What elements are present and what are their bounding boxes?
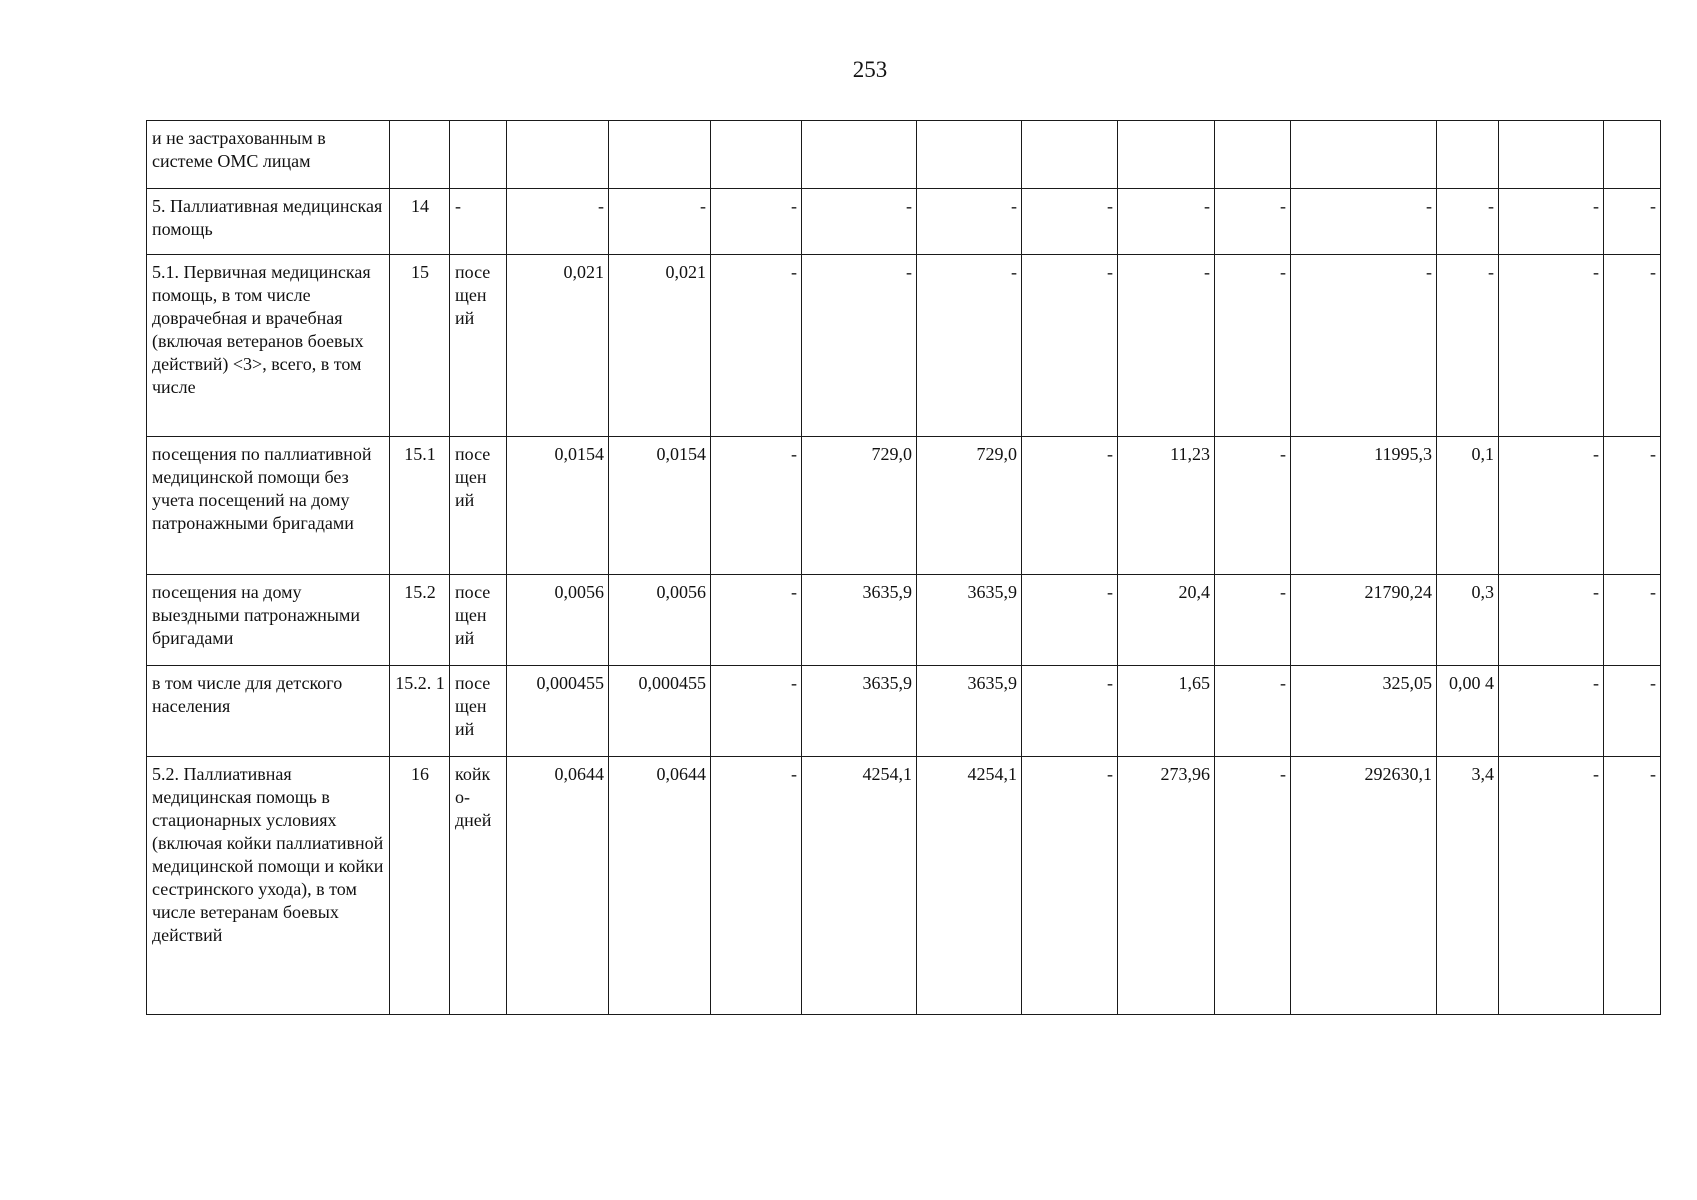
- value-cell: -: [1604, 189, 1661, 255]
- value-cell: 0,021: [609, 255, 711, 437]
- row-unit-cell: посе щен ий: [450, 437, 507, 575]
- value-cell: -: [1022, 189, 1118, 255]
- value-cell: 0,3: [1437, 575, 1499, 666]
- row-code-cell: 16: [390, 757, 450, 1015]
- table-row: [147, 757, 1661, 1015]
- value-cell: [1118, 121, 1215, 189]
- value-cell: -: [711, 666, 802, 757]
- table-body: [147, 121, 1661, 1015]
- value-cell: -: [1499, 757, 1604, 1015]
- value-cell: -: [1022, 757, 1118, 1015]
- value-cell: -: [711, 575, 802, 666]
- table-row: [147, 575, 1661, 666]
- row-name-cell: посещения по паллиативной медицинской помощи без учета посещений на дому патронажными бригадами: [147, 437, 390, 575]
- value-cell: -: [1118, 255, 1215, 437]
- row-unit-cell: посе щен ий: [450, 666, 507, 757]
- value-cell: -: [1499, 255, 1604, 437]
- row-code-cell: 15.1: [390, 437, 450, 575]
- table-row: [147, 255, 1661, 437]
- value-cell: -: [711, 757, 802, 1015]
- value-cell: -: [917, 189, 1022, 255]
- value-cell: -: [1604, 757, 1661, 1015]
- value-cell: -: [1022, 255, 1118, 437]
- value-cell: -: [609, 189, 711, 255]
- value-cell: 21790,24: [1291, 575, 1437, 666]
- value-cell: 1,65: [1118, 666, 1215, 757]
- value-cell: -: [1499, 666, 1604, 757]
- value-cell: [1022, 121, 1118, 189]
- value-cell: 4254,1: [802, 757, 917, 1015]
- value-cell: 729,0: [802, 437, 917, 575]
- value-cell: -: [1215, 666, 1291, 757]
- value-cell: [802, 121, 917, 189]
- value-cell: 20,4: [1118, 575, 1215, 666]
- value-cell: -: [1604, 255, 1661, 437]
- value-cell: 3635,9: [917, 666, 1022, 757]
- value-cell: [1215, 121, 1291, 189]
- value-cell: 3635,9: [917, 575, 1022, 666]
- value-cell: 0,0644: [609, 757, 711, 1015]
- row-name-cell: в том числе для детского населения: [147, 666, 390, 757]
- value-cell: -: [1604, 666, 1661, 757]
- value-cell: -: [711, 189, 802, 255]
- row-unit-cell: посе щен ий: [450, 575, 507, 666]
- row-name-cell: 5. Паллиативная медицинская помощь: [147, 189, 390, 255]
- value-cell: 0,0056: [609, 575, 711, 666]
- value-cell: -: [1215, 437, 1291, 575]
- table-row: [147, 189, 1661, 255]
- value-cell: 11995,3: [1291, 437, 1437, 575]
- value-cell: -: [1215, 189, 1291, 255]
- value-cell: 0,021: [507, 255, 609, 437]
- value-cell: [507, 121, 609, 189]
- value-cell: -: [1215, 255, 1291, 437]
- value-cell: 11,23: [1118, 437, 1215, 575]
- value-cell: -: [1215, 575, 1291, 666]
- value-cell: -: [1215, 757, 1291, 1015]
- value-cell: -: [1291, 189, 1437, 255]
- value-cell: 0,0154: [609, 437, 711, 575]
- row-unit-cell: [450, 121, 507, 189]
- value-cell: -: [802, 189, 917, 255]
- table-row: [147, 437, 1661, 575]
- value-cell: 292630,1: [1291, 757, 1437, 1015]
- value-cell: -: [1604, 575, 1661, 666]
- value-cell: 0,0644: [507, 757, 609, 1015]
- value-cell: -: [1022, 575, 1118, 666]
- value-cell: 325,05: [1291, 666, 1437, 757]
- value-cell: 4254,1: [917, 757, 1022, 1015]
- row-unit-cell: -: [450, 189, 507, 255]
- value-cell: 0,1: [1437, 437, 1499, 575]
- table-row: [147, 121, 1661, 189]
- value-cell: -: [1118, 189, 1215, 255]
- row-code-cell: 14: [390, 189, 450, 255]
- value-cell: 0,00 4: [1437, 666, 1499, 757]
- value-cell: 0,000455: [507, 666, 609, 757]
- value-cell: -: [711, 255, 802, 437]
- value-cell: 0,0154: [507, 437, 609, 575]
- value-cell: 3,4: [1437, 757, 1499, 1015]
- value-cell: -: [1291, 255, 1437, 437]
- value-cell: -: [1604, 437, 1661, 575]
- value-cell: -: [1499, 437, 1604, 575]
- value-cell: [609, 121, 711, 189]
- row-unit-cell: посе щен ий: [450, 255, 507, 437]
- value-cell: 3635,9: [802, 575, 917, 666]
- value-cell: -: [711, 437, 802, 575]
- value-cell: -: [802, 255, 917, 437]
- value-cell: 0,000455: [609, 666, 711, 757]
- row-name-cell: и не застрахованным в системе ОМС лицам: [147, 121, 390, 189]
- value-cell: -: [1022, 666, 1118, 757]
- value-cell: 729,0: [917, 437, 1022, 575]
- page-number: 253: [852, 57, 888, 82]
- value-cell: -: [1437, 255, 1499, 437]
- value-cell: -: [1499, 189, 1604, 255]
- table-row: [147, 666, 1661, 757]
- row-name-cell: 5.2. Паллиативная медицинская помощь в стационарных условиях (включая койки паллиативной медицинской помощи и койки сестринского ухода), в том числе ветеранам боевых действий: [147, 757, 390, 1015]
- value-cell: -: [917, 255, 1022, 437]
- value-cell: [1437, 121, 1499, 189]
- row-code-cell: 15.2: [390, 575, 450, 666]
- value-cell: [1604, 121, 1661, 189]
- value-cell: -: [507, 189, 609, 255]
- value-cell: -: [1437, 189, 1499, 255]
- row-code-cell: [390, 121, 450, 189]
- row-code-cell: 15.2. 1: [390, 666, 450, 757]
- value-cell: 273,96: [1118, 757, 1215, 1015]
- value-cell: [711, 121, 802, 189]
- value-cell: [1499, 121, 1604, 189]
- row-code-cell: 15: [390, 255, 450, 437]
- row-name-cell: посещения на дому выездными патронажными бригадами: [147, 575, 390, 666]
- value-cell: 3635,9: [802, 666, 917, 757]
- value-cell: 0,0056: [507, 575, 609, 666]
- value-cell: -: [1022, 437, 1118, 575]
- value-cell: [1291, 121, 1437, 189]
- value-cell: [917, 121, 1022, 189]
- row-name-cell: 5.1. Первичная медицинская помощь, в том числе доврачебная и врачебная (включая ветеранов боевых действий) <3>, всего, в том числе: [147, 255, 390, 437]
- value-cell: -: [1499, 575, 1604, 666]
- row-unit-cell: койк о- дней: [450, 757, 507, 1015]
- data-table: [146, 120, 1661, 1015]
